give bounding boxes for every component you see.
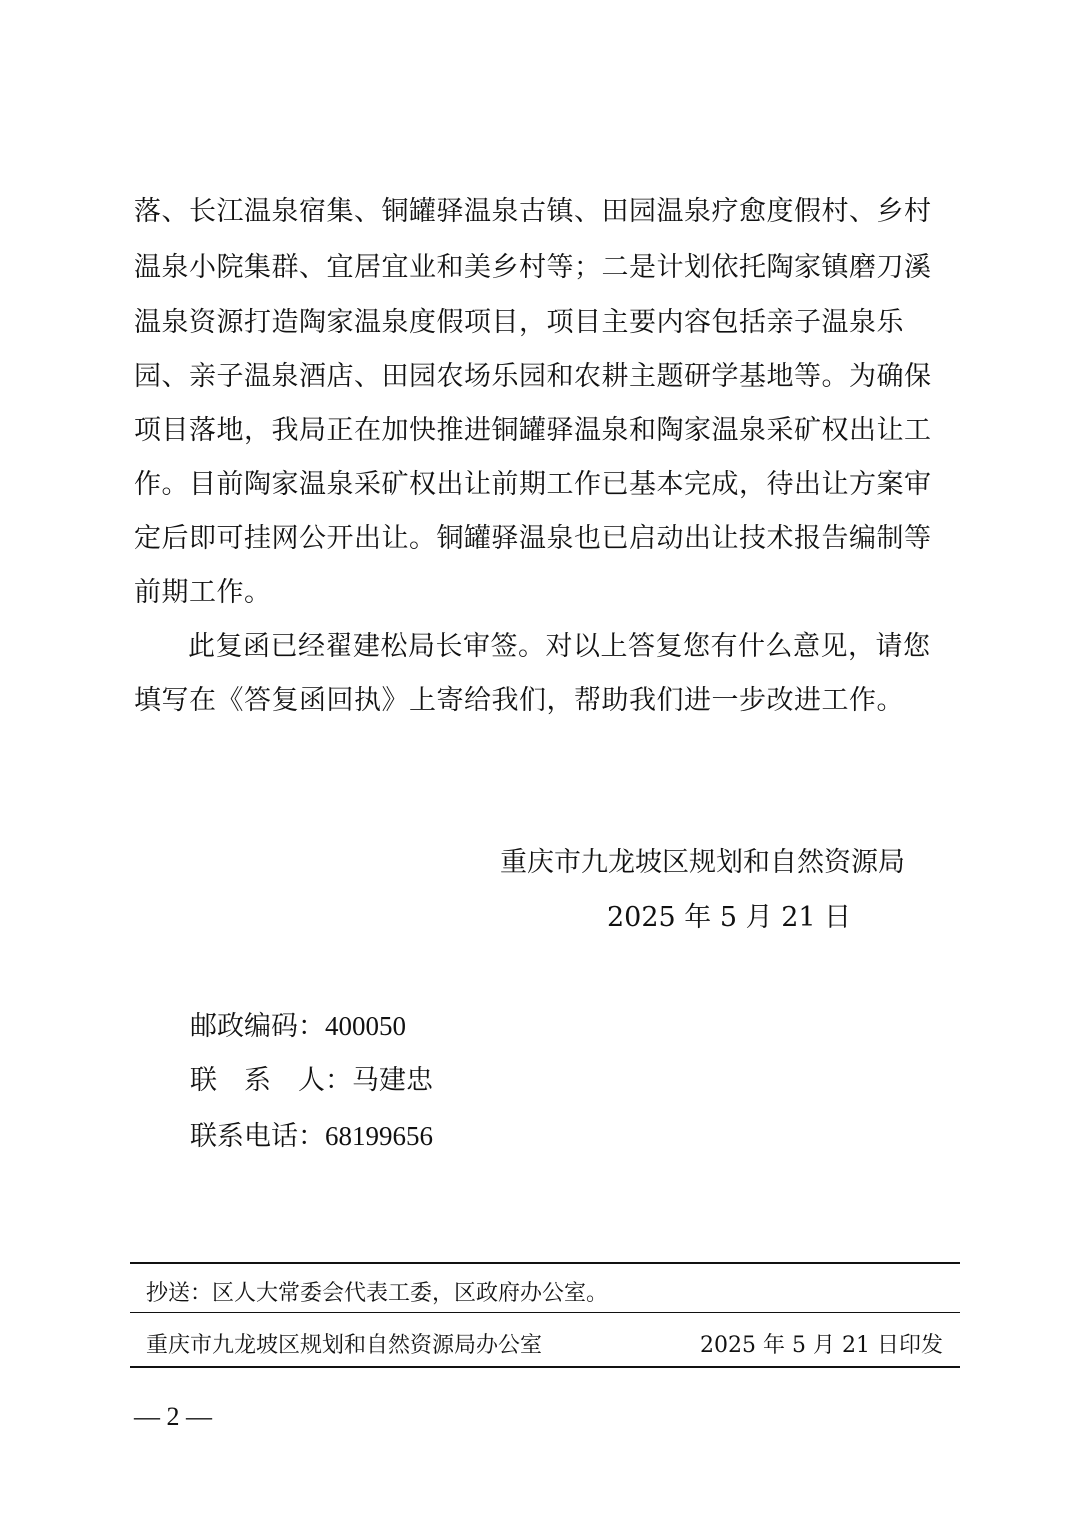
phone-row [190,1118,433,1155]
phone-label: 联系电话： [190,1121,325,1152]
contact-person-label: 联 系 人： [190,1065,352,1096]
footer-middle-rule [130,1312,960,1313]
body-line: 此复函已经翟建松局长审签。对以上答复您有什么意见，请您 [188,631,931,662]
postal-code-value: 400050 [325,1011,406,1041]
footer-cc: 抄送：区人大常委会代表工委，区政府办公室。 [146,1281,609,1306]
footer-bottom-rule [130,1366,960,1368]
body-line: 填写在《答复函回执》上寄给我们，帮助我们进一步改进工作。 [134,685,904,716]
body-line: 温泉小院集群、宜居宜业和美乡村等；二是计划依托陶家镇磨刀溪 [134,252,932,283]
footer-top-rule [130,1262,960,1264]
body-line: 落、长江温泉宿集、铜罐驿温泉古镇、田园温泉疗愈度假村、乡村 [134,196,932,227]
body-line: 项目落地，我局正在加快推进铜罐驿温泉和陶家温泉采矿权出让工 [134,415,932,446]
footer-issuer: 重庆市九龙坡区规划和自然资源局办公室 [146,1333,543,1358]
page-number: — 2 — [134,1402,212,1431]
signature-org: 重庆市九龙坡区规划和自然资源局 [500,847,905,878]
postal-code-label: 邮政编码： [190,1011,325,1042]
phone-value: 68199656 [325,1121,433,1151]
postal-code-row [190,1008,406,1045]
footer-issue-date: 2025 年 5 月 21 日印发 [700,1333,943,1358]
contact-person-value: 马建忠 [352,1065,433,1096]
body-line: 作。目前陶家温泉采矿权出让前期工作已基本完成，待出让方案审 [134,469,932,500]
body-line: 温泉资源打造陶家温泉度假项目，项目主要内容包括亲子温泉乐 [134,307,904,338]
body-line: 园、亲子温泉酒店、田园农场乐园和农耕主题研学基地等。为确保 [134,361,932,392]
body-line: 定后即可挂网公开出让。铜罐驿温泉也已启动出让技术报告编制等 [134,523,932,554]
signature-date: 2025 年 5 月 21 日 [607,902,852,933]
body-line: 前期工作。 [134,577,272,608]
contact-person-row [190,1063,433,1099]
